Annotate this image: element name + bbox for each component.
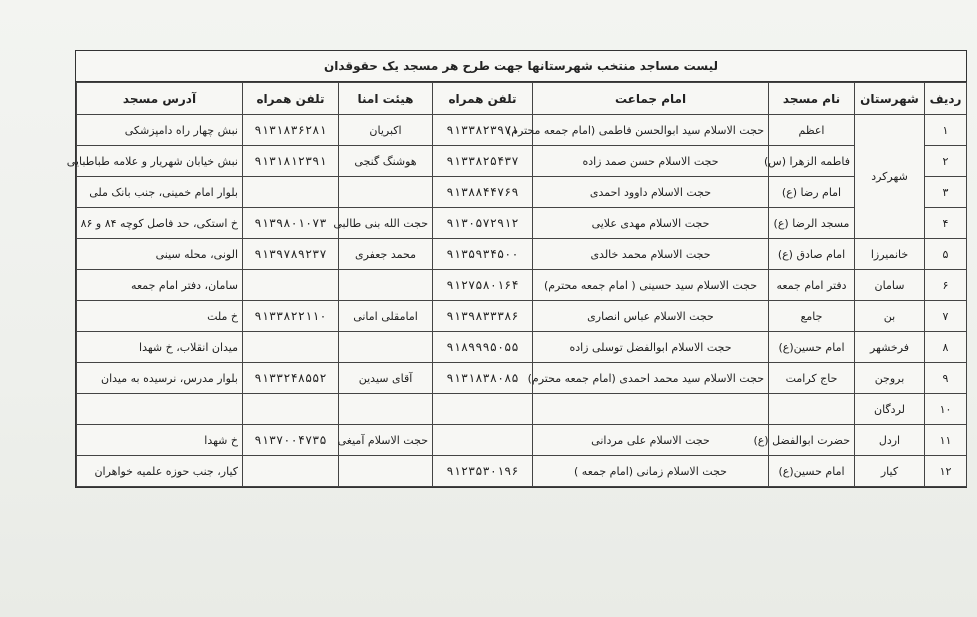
address-cell: میدان انقلاب، خ شهدا <box>77 332 243 363</box>
header-row-no: ردیف <box>925 83 967 115</box>
imam-phone-cell: ۹۱۳۳۸۲۳۹۷۱ <box>433 115 533 146</box>
header-imam-phone: تلفن همراه <box>433 83 533 115</box>
table-row <box>77 270 967 301</box>
trustees-cell <box>339 332 433 363</box>
address-cell: سامان، دفتر امام جمعه <box>77 270 243 301</box>
table-row <box>77 394 967 425</box>
mosque-cell: فاطمه الزهرا (س) <box>769 146 855 177</box>
imam-phone-cell: ۹۱۳۱۸۳۸۰۸۵ <box>433 363 533 394</box>
imam-cell: حجت الاسلام مهدی علایی <box>533 208 769 239</box>
imam-cell: حجت الاسلام ابوالفضل توسلی زاده <box>533 332 769 363</box>
trustees-cell: آقای سیدین <box>339 363 433 394</box>
row-no: ۷ <box>925 301 967 332</box>
header-row <box>77 83 967 115</box>
address-cell: نبش خیابان شهریار و علامه طباطبایی <box>77 146 243 177</box>
mosque-cell <box>769 394 855 425</box>
table-row <box>77 301 967 332</box>
county-cell: اردل <box>855 425 925 456</box>
imam-cell: حجت الاسلام سید حسینی ( امام جمعه محترم) <box>533 270 769 301</box>
mosque-list-table <box>66 50 967 488</box>
table-row <box>77 456 967 487</box>
table-row <box>77 363 967 394</box>
imam-phone-cell: ۹۱۸۹۹۹۵۰۵۵ <box>433 332 533 363</box>
imam-phone-cell: ۹۱۳۹۸۳۳۳۸۶ <box>433 301 533 332</box>
mosque-cell: امام حسین(ع) <box>769 332 855 363</box>
row-no: ۱۲ <box>925 456 967 487</box>
trustees-cell: حجت الاسلام آمیغی <box>339 425 433 456</box>
row-no: ۲ <box>925 146 967 177</box>
county-cell: بن <box>855 301 925 332</box>
mosque-cell: امام صادق (ع) <box>769 239 855 270</box>
imam-phone-cell: ۹۱۳۸۸۴۴۷۶۹ <box>433 177 533 208</box>
header-mosque: نام مسجد <box>769 83 855 115</box>
imam-phone-cell <box>433 394 533 425</box>
mosque-cell: امام رضا (ع) <box>769 177 855 208</box>
header-trustee-phone: تلفن همراه <box>243 83 339 115</box>
trustee-phone-cell <box>243 394 339 425</box>
imam-cell <box>533 394 769 425</box>
address-cell: کیار، جنب حوزه علمیه خواهران <box>77 456 243 487</box>
imam-phone-cell: ۹۱۳۰۵۷۲۹۱۲ <box>433 208 533 239</box>
row-no: ۵ <box>925 239 967 270</box>
imam-cell: حجت الاسلام محمد خالدی <box>533 239 769 270</box>
imam-cell: حجت الاسلام عباس انصاری <box>533 301 769 332</box>
trustees-cell: محمد جعفری <box>339 239 433 270</box>
table-row <box>77 115 967 146</box>
mosque-cell: جامع <box>769 301 855 332</box>
mosque-cell: مسجد الرضا (ع) <box>769 208 855 239</box>
table-row <box>77 177 967 208</box>
header-trustees: هیئت امنا <box>339 83 433 115</box>
trustee-phone-cell <box>243 270 339 301</box>
table-title: لیست مساجد منتخب شهرستانها جهت طرح هر مسجد یک حقوقدان <box>76 51 966 82</box>
table-row <box>77 208 967 239</box>
address-cell: خ ملت <box>77 301 243 332</box>
imam-cell: حجت الاسلام سید محمد احمدی (امام جمعه محترم) <box>533 363 769 394</box>
trustee-phone-cell: ۹۱۳۱۸۱۲۳۹۱ <box>243 146 339 177</box>
table-row <box>77 332 967 363</box>
header-address: آدرس مسجد <box>77 83 243 115</box>
row-no: ۸ <box>925 332 967 363</box>
row-no: ۳ <box>925 177 967 208</box>
imam-phone-cell <box>433 425 533 456</box>
trustee-phone-cell: ۹۱۳۱۸۳۶۲۸۱ <box>243 115 339 146</box>
row-no: ۹ <box>925 363 967 394</box>
trustees-cell <box>339 456 433 487</box>
row-no: ۱۰ <box>925 394 967 425</box>
trustees-cell: حجت الله بنی طالبی <box>339 208 433 239</box>
row-no: ۱ <box>925 115 967 146</box>
address-cell: نبش چهار راه دامپزشکی <box>77 115 243 146</box>
address-cell <box>77 394 243 425</box>
mosque-cell: حضرت ابوالفضل (ع) <box>769 425 855 456</box>
row-no: ۱۱ <box>925 425 967 456</box>
imam-phone-cell: ۹۱۲۷۵۸۰۱۶۴ <box>433 270 533 301</box>
mosque-cell: امام حسین(ع) <box>769 456 855 487</box>
row-no: ۶ <box>925 270 967 301</box>
trustees-cell <box>339 394 433 425</box>
table-row <box>77 146 967 177</box>
imam-phone-cell: ۹۱۳۵۹۳۴۵۰۰ <box>433 239 533 270</box>
address-cell: بلوار امام خمینی، جنب بانک ملی <box>77 177 243 208</box>
county-cell: لردگان <box>855 394 925 425</box>
mosque-cell: دفتر امام جمعه <box>769 270 855 301</box>
imam-phone-cell: ۹۱۲۳۵۳۰۱۹۶ <box>433 456 533 487</box>
trustee-phone-cell: ۹۱۳۹۷۸۹۲۳۷ <box>243 239 339 270</box>
imam-phone-cell: ۹۱۳۳۸۲۵۴۳۷ <box>433 146 533 177</box>
county-cell: سامان <box>855 270 925 301</box>
address-cell: بلوار مدرس، نرسیده به میدان <box>77 363 243 394</box>
mosque-cell: حاج کرامت <box>769 363 855 394</box>
table-row <box>77 425 967 456</box>
trustee-phone-cell: ۹۱۳۳۲۴۸۵۵۲ <box>243 363 339 394</box>
imam-cell: حجت الاسلام علی مردانی <box>533 425 769 456</box>
trustees-cell <box>339 177 433 208</box>
trustees-cell: هوشنگ گنجی <box>339 146 433 177</box>
county-cell: خانمیرزا <box>855 239 925 270</box>
address-cell: خ استکی، حد فاصل کوچه ۸۴ و ۸۶ <box>77 208 243 239</box>
county-cell: بروجن <box>855 363 925 394</box>
trustee-phone-cell: ۹۱۳۳۸۲۲۱۱۰ <box>243 301 339 332</box>
trustees-cell <box>339 270 433 301</box>
table-row <box>77 239 967 270</box>
imam-cell: حجت الاسلام حسن صمد زاده <box>533 146 769 177</box>
trustee-phone-cell <box>243 456 339 487</box>
mosque-cell: اعظم <box>769 115 855 146</box>
header-county: شهرستان <box>855 83 925 115</box>
address-cell: الونی، محله سینی <box>77 239 243 270</box>
county-cell: فرخشهر <box>855 332 925 363</box>
imam-cell: حجت الاسلام داوود احمدی <box>533 177 769 208</box>
address-cell: خ شهدا <box>77 425 243 456</box>
imam-cell: حجت الاسلام سید ابوالحسن فاطمی (امام جمعه محترم) <box>533 115 769 146</box>
imam-cell: حجت الاسلام زمانی (امام جمعه ) <box>533 456 769 487</box>
row-no: ۴ <box>925 208 967 239</box>
trustee-phone-cell <box>243 332 339 363</box>
trustee-phone-cell: ۹۱۳۷۰۰۴۷۳۵ <box>243 425 339 456</box>
trustee-phone-cell <box>243 177 339 208</box>
county-cell: کیار <box>855 456 925 487</box>
trustees-cell: امامقلی امانی <box>339 301 433 332</box>
county-cell: شهرکرد <box>855 115 925 239</box>
trustees-cell: اکبریان <box>339 115 433 146</box>
header-imam: امام جماعت <box>533 83 769 115</box>
trustee-phone-cell: ۹۱۳۹۸۰۱۰۷۳ <box>243 208 339 239</box>
data-table <box>66 82 967 487</box>
